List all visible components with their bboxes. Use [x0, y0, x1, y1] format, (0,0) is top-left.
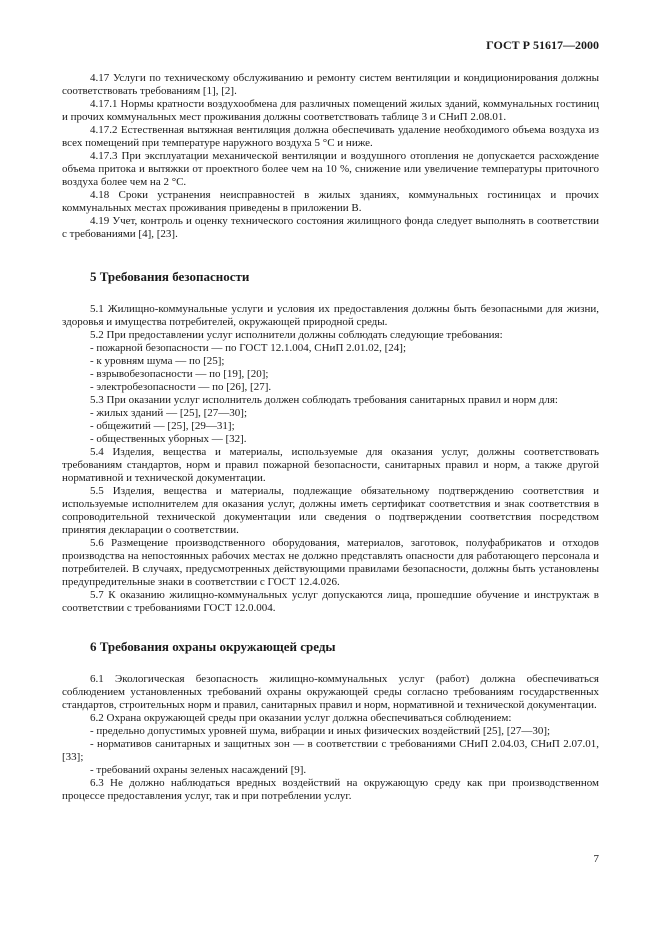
list-item: - предельно допустимых уровней шума, вибрации и иных физических воздействий [25], [27—30];: [90, 725, 551, 737]
paragraph: 5.3 При оказании услуг исполнитель должен соблюдать требования санитарных правил и норм для:: [90, 394, 558, 406]
page-number: 7: [593, 853, 599, 865]
paragraph: 5.5 Изделия, вещества и материалы, подлежащие обязательному подтверждению соответствия и используемые исполнителем для оказания услуг, должны иметь сертификат соответствия и знак соответствия в сопроводительной технической документации или сведения о подтверждении соответствия посредством принятия декларации о соответствии.: [62, 485, 599, 536]
paragraph: 4.19 Учет, контроль и оценку технического состояния жилищного фонда следует выполнять в соответствии с требованиями [4], [23].: [62, 215, 599, 240]
section-6-body: [62, 673, 599, 803]
paragraph: 4.17 Услуги по техническому обслуживанию и ремонту систем вентиляции и кондиционирования должны соответствовать требованиям [1], [2].: [62, 72, 599, 97]
paragraph: 4.17.2 Естественная вытяжная вентиляция должна обеспечивать удаление необходимого объема воздуха из всех помещений при температуре наружного воздуха 5 °С и ниже.: [62, 124, 599, 149]
paragraph: 6.2 Охрана окружающей среды при оказании услуг должна обеспечиваться соблюдением:: [90, 712, 512, 724]
list-item: - жилых зданий — [25], [27—30];: [90, 407, 248, 419]
paragraph: 4.17.1 Нормы кратности воздухообмена для различных помещений жилых зданий, коммунальных гостиниц и прочих коммунальных мест проживания должны соответствовать таблице 3 и СНиП 2.08.01.: [62, 98, 599, 123]
section-5-title: 5 Требования безопасности: [90, 269, 250, 284]
list-item: - требований охраны зеленых насаждений [9].: [90, 764, 307, 776]
section-5-body: [62, 303, 599, 615]
list-item: - к уровням шума — по [25];: [90, 355, 225, 367]
paragraph: 5.1 Жилищно-коммунальные услуги и условия их предоставления должны быть безопасными для жизни, здоровья и имущества потребителей, окружающей природной среды.: [62, 303, 599, 328]
paragraph: 4.17.3 При эксплуатации механической вентиляции и воздушного отопления не допускается расхождение объема притока и вытяжки от проектного более чем на 10 %, снижение или увеличение температуры приточного воздуха более чем на 2 °С.: [62, 150, 599, 188]
paragraph: 5.4 Изделия, вещества и материалы, используемые для оказания услуг, должны соответствовать требованиям стандартов, норм и правил пожарной безопасности, санитарных правил и норм, а также другой нормативной и технической документации.: [62, 446, 599, 484]
paragraph: 5.6 Размещение производственного оборудования, материалов, заготовок, полуфабрикатов и отходов производства на непостоянных рабочих местах не должно представлять опасности для работающего персонала и потребителей. В случаях, предусмотренных действующими правилами безопасности, должны быть установлены предупредительные знаки в соответствии с ГОСТ 12.4.026.: [62, 537, 599, 588]
paragraph: 6.1 Экологическая безопасность жилищно-коммунальных услуг (работ) должна обеспечиваться соблюдением установленных требований охраны окружающей среды согласно требованиям государственных стандартов, строительных норм и правил, санитарных правил и норм, нормативной и технической документации.: [62, 673, 599, 711]
paragraph: 6.3 Не должно наблюдаться вредных воздействий на окружающую среду как при производственном процессе предоставления услуг, так и при потреблении услуг.: [62, 777, 599, 802]
top-block: [62, 72, 599, 241]
list-item: - общежитий — [25], [29—31];: [90, 420, 235, 432]
list-item: - пожарной безопасности — по ГОСТ 12.1.004, СНиП 2.01.02, [24];: [90, 342, 407, 354]
paragraph: 5.7 К оказанию жилищно-коммунальных услуг допускаются лица, прошедшие обучение и инструктаж в соответствии с требованиями ГОСТ 12.0.004.: [62, 589, 599, 614]
list-item: - общественных уборных — [32].: [90, 433, 247, 445]
paragraph: 5.2 При предоставлении услуг исполнители должны соблюдать следующие требования:: [90, 329, 503, 341]
doc-header: ГОСТ Р 51617—2000: [486, 38, 599, 52]
list-item: - взрывобезопасности — по [19], [20];: [90, 368, 269, 380]
paragraph: 4.18 Сроки устранения неисправностей в жилых зданиях, коммунальных гостиницах и прочих коммунальных местах проживания приведены в приложении В.: [62, 189, 599, 214]
list-item: - электробезопасности — по [26], [27].: [90, 381, 272, 393]
list-item: - нормативов санитарных и защитных зон — в соответствии с требованиями СНиП 2.04.03, СНиП 2.07.01, [33];: [62, 738, 599, 763]
section-6-title: 6 Требования охраны окружающей среды: [90, 639, 336, 654]
